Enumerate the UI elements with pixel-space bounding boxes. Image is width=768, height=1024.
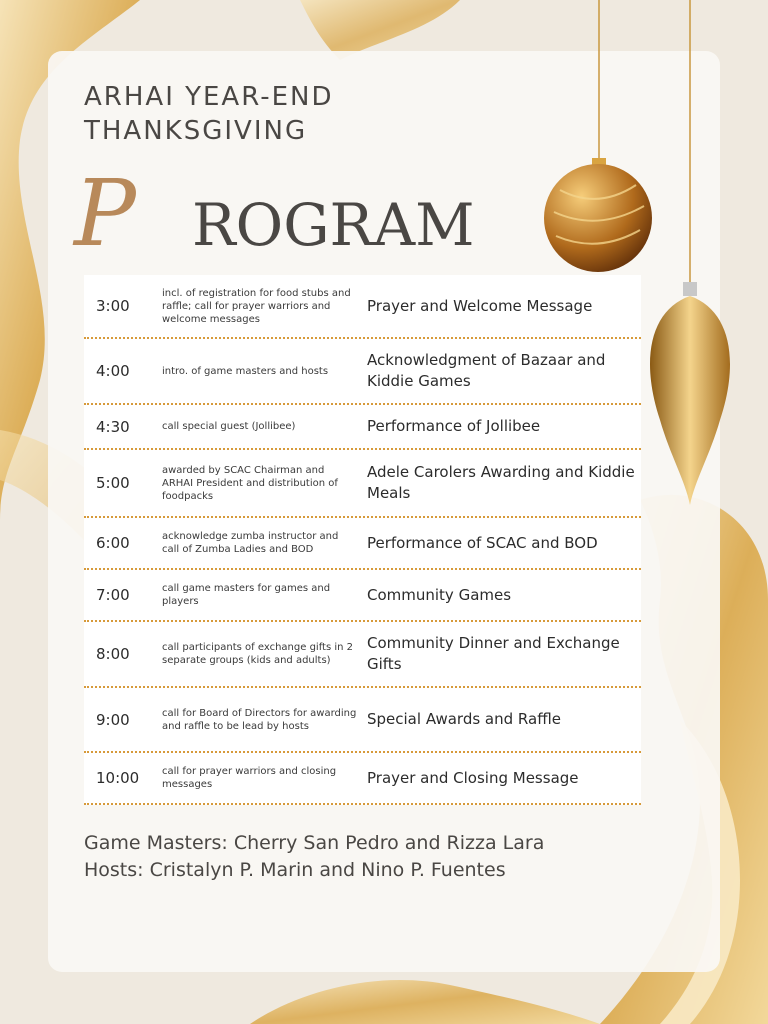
row-time: 10:00 — [96, 769, 140, 787]
row-event: Performance of SCAC and BOD — [367, 533, 598, 552]
table-row — [84, 275, 641, 339]
row-event: Prayer and Closing Message — [367, 768, 579, 787]
row-event: Community Dinner and Exchange Gifts — [367, 634, 620, 673]
bauble-ornament-icon — [540, 0, 660, 280]
row-note: call for prayer warriors and closing messages — [162, 766, 337, 790]
row-time: 9:00 — [96, 710, 130, 729]
row-note: incl. of registration for food stubs and raffle; call for prayer warriors and welcome messages — [162, 287, 351, 325]
table-row — [84, 753, 641, 805]
table-row — [84, 405, 641, 450]
spiral-ornament-icon — [645, 0, 735, 510]
row-event: Adele Carolers Awarding and Kiddie Meals — [367, 463, 635, 502]
program-word: ROGRAM — [192, 191, 475, 259]
row-event: Performance of Jollibee — [367, 417, 541, 435]
table-row — [84, 339, 641, 405]
row-note: acknowledge zumba instructor and call of Zumba Ladies and BOD — [162, 531, 339, 555]
row-time: 6:00 — [96, 534, 130, 552]
row-note: intro. of game masters and hosts — [162, 365, 329, 377]
row-note: call participants of exchange gifts in 2 separate groups (kids and adults) — [162, 642, 354, 666]
table-row — [84, 570, 641, 622]
row-event: Community Games — [367, 585, 512, 604]
row-time: 4:30 — [96, 417, 130, 436]
table-row — [84, 450, 641, 518]
hosts-line: Hosts: Cristalyn P. Marin and Nino P. Fuentes — [84, 859, 506, 881]
row-note: call special guest (Jollibee) — [162, 421, 296, 432]
row-event: Acknowledgment of Bazaar and Kiddie Games — [367, 351, 606, 390]
row-time: 4:00 — [96, 362, 130, 380]
event-title-line2: THANKSGIVING — [84, 116, 308, 146]
game-masters-line: Game Masters: Cherry San Pedro and Rizza Lara — [84, 832, 545, 854]
program-heading — [74, 160, 494, 267]
row-time: 7:00 — [96, 586, 130, 604]
row-note: awarded by SCAC Chairman and ARHAI President and distribution of foodpacks — [162, 464, 338, 502]
row-time: 3:00 — [96, 297, 130, 315]
row-note: call game masters for games and players — [162, 583, 331, 607]
event-title — [84, 80, 334, 148]
row-time: 8:00 — [96, 645, 130, 663]
row-note: call for Board of Directors for awarding and raffle to be lead by hosts — [162, 707, 357, 732]
credits — [84, 830, 544, 884]
schedule-table — [84, 275, 641, 805]
table-row — [84, 518, 641, 570]
event-title-line1: ARHAI YEAR-END — [84, 82, 334, 112]
program-initial: P — [74, 160, 136, 267]
row-event: Special Awards and Raffle — [367, 710, 561, 728]
row-time: 5:00 — [96, 474, 130, 492]
table-row — [84, 622, 641, 688]
row-event: Prayer and Welcome Message — [367, 296, 593, 315]
table-row — [84, 688, 641, 753]
